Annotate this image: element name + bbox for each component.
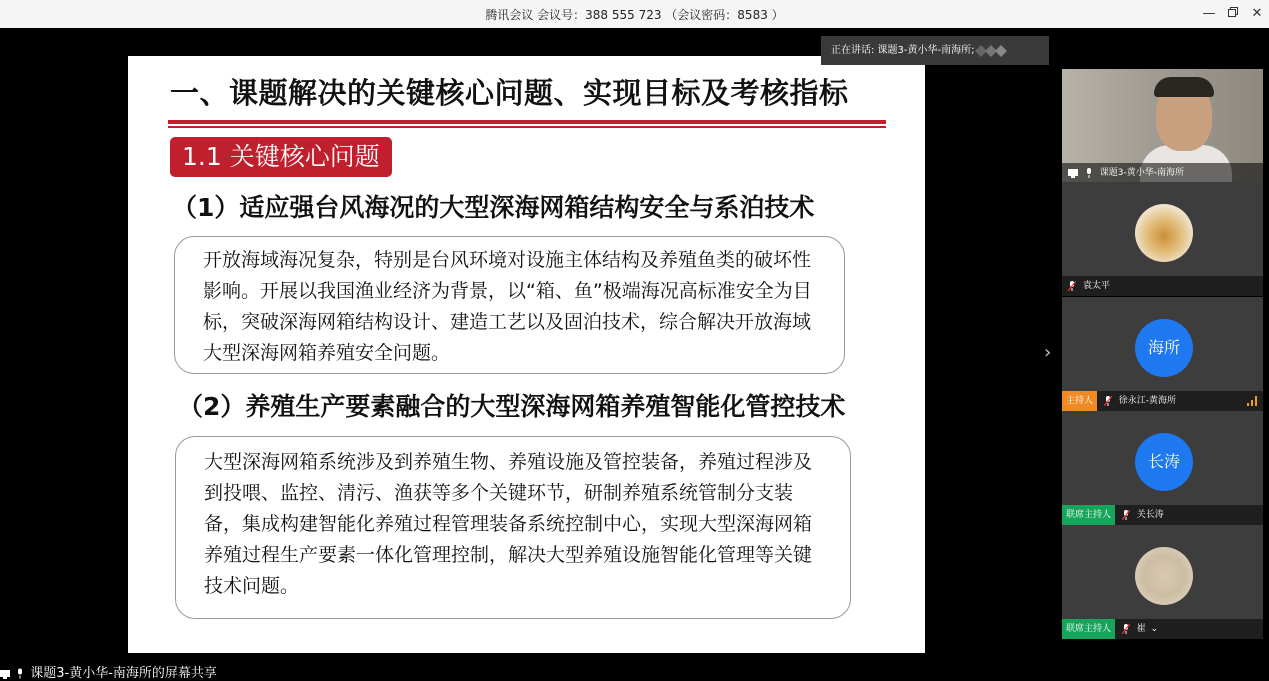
participant-tile[interactable] xyxy=(1062,182,1263,296)
speaking-wave-icon xyxy=(975,45,1009,57)
participant-name: 关长涛 xyxy=(1136,510,1164,520)
participant-name: 课题3-黄小华-南海所 xyxy=(1099,168,1184,178)
avatar: 长涛 xyxy=(1135,433,1193,491)
participant-name-bar xyxy=(1062,505,1263,525)
restore-icon[interactable] xyxy=(1223,4,1243,24)
item2-body: 大型深海网箱系统涉及到养殖生物、养殖设施及管控装备，养殖过程涉及到投喂、监控、清污、渔获等多个关键环节，研制养殖系统管制分支装备，集成构建智能化养殖过程管理装备系统控制中心，实现大型深海网箱养殖过程生产要素一体化管理控制，解决大型养殖设施智能化管理等关键技术问题。 xyxy=(175,436,851,619)
participant-name: 崔 xyxy=(1136,624,1146,634)
participant-name-bar xyxy=(1062,163,1263,183)
expand-panel-chevron-icon[interactable]: › xyxy=(1044,342,1052,363)
participant-tile[interactable] xyxy=(1062,411,1263,525)
participant-tile-video[interactable] xyxy=(1062,69,1263,183)
item1-body: 开放海域海况复杂，特别是台风环境对设施主体结构及养殖鱼类的破坏性影响。开展以我国渔业经济为背景，以“箱、鱼”极端海况高标准安全为目标，突破深海网箱结构设计、建造工艺以及固泊技术，综合解决开放海域大型深海网箱养殖安全问题。 xyxy=(174,236,845,374)
participant-name: 徐永江-黄海所 xyxy=(1118,396,1177,406)
participant-tile[interactable] xyxy=(1062,525,1263,639)
speaking-indicator xyxy=(821,36,1049,65)
participant-name-bar xyxy=(1062,276,1263,296)
shared-screen-slide xyxy=(128,56,925,653)
avatar xyxy=(1135,204,1193,262)
screen-share-text: 课题3-黄小华-南海所的屏幕共享 xyxy=(30,666,217,681)
video-figure-hair xyxy=(1154,77,1214,97)
cohost-badge: 联席主持人 xyxy=(1062,619,1115,639)
speaking-label: 正在讲话: 课题3-黄小华-南海所; xyxy=(831,45,975,56)
chevron-down-icon[interactable]: ⌄ xyxy=(1150,624,1159,634)
meeting-title: 腾讯会议 会议号：388 555 723 （会议密码：8583 ） xyxy=(485,8,784,22)
cohost-badge: 联席主持人 xyxy=(1062,505,1115,525)
participant-name: 袁太平 xyxy=(1082,281,1110,291)
title-rule xyxy=(168,120,886,124)
minimize-icon[interactable]: — xyxy=(1202,6,1216,21)
window-titlebar xyxy=(0,0,1269,28)
participant-name-bar xyxy=(1062,619,1263,639)
host-badge: 主持人 xyxy=(1062,391,1097,411)
mic-muted-icon xyxy=(1068,281,1076,291)
mic-icon xyxy=(1085,168,1093,178)
mic-muted-icon xyxy=(1104,396,1112,406)
title-rule-thin xyxy=(168,126,886,128)
item1-heading: （1）适应强台风海况的大型深海网箱结构安全与系泊技术 xyxy=(172,193,815,222)
slide-title: 一、课题解决的关键核心问题、实现目标及考核指标 xyxy=(170,76,849,110)
mic-muted-icon xyxy=(1122,510,1130,520)
mic-muted-icon xyxy=(1122,624,1130,634)
participant-tile[interactable] xyxy=(1062,297,1263,411)
avatar xyxy=(1135,547,1193,605)
participant-name-bar xyxy=(1062,391,1263,411)
avatar: 海所 xyxy=(1135,319,1193,377)
mic-icon xyxy=(16,668,24,679)
item2-heading: （2）养殖生产要素融合的大型深海网箱养殖智能化管控技术 xyxy=(178,392,846,421)
section-badge: 1.1 关键核心问题 xyxy=(170,137,392,177)
screen-share-icon xyxy=(1068,168,1078,178)
screen-share-icon xyxy=(0,669,10,679)
signal-strength-icon xyxy=(1247,396,1257,406)
close-icon[interactable]: ✕ xyxy=(1251,6,1263,21)
screen-share-label xyxy=(0,662,217,681)
